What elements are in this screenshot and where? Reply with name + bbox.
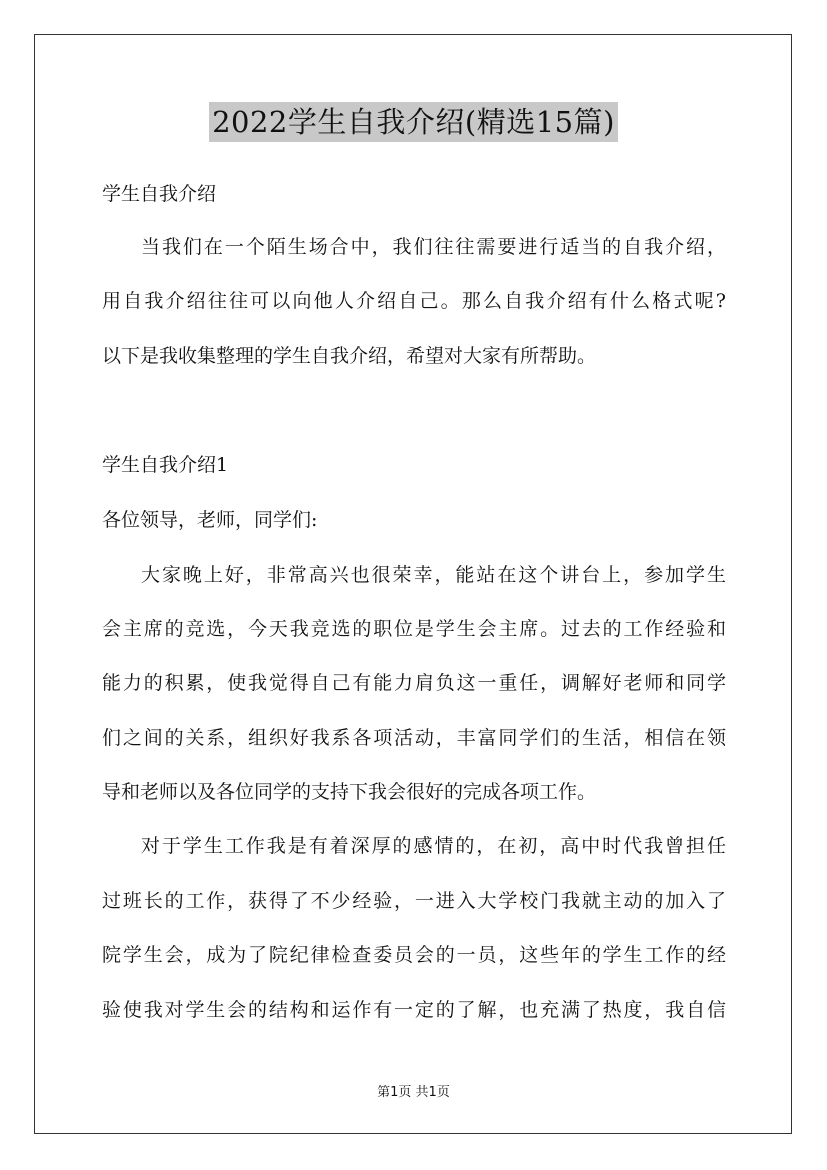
paragraph2-line-4: 验使我对学生会的结构和运作有一定的了解，也充满了热度，我自信 — [102, 999, 726, 1021]
paragraph2-line-1: 对于学生工作我是有着深厚的感情的，在初，高中时代我曾担任 — [141, 835, 726, 857]
intro-line-2: 用自我介绍往往可以向他人介绍自己。那么自我介绍有什么格式呢? — [102, 290, 726, 312]
intro-line-1: 当我们在一个陌生场合中，我们往往需要进行适当的自我介绍， — [141, 236, 726, 258]
article-heading: 学生自我介绍1 — [102, 454, 229, 476]
page-number-footer: 第1页 共1页 — [377, 1085, 450, 1100]
paragraph1-line-5: 导和老师以及各位同学的支持下我会很好的完成各项工作。 — [102, 781, 597, 803]
salutation: 各位领导，老师，同学们: — [102, 509, 318, 531]
intro-line-3: 以下是我收集整理的学生自我介绍，希望对大家有所帮助。 — [102, 345, 597, 367]
paragraph1-line-4: 们之间的关系，组织好我系各项活动，丰富同学们的生活，相信在领 — [102, 727, 726, 749]
paragraph2-line-3: 院学生会，成为了院纪律检查委员会的一员，这些年的学生工作的经 — [102, 944, 726, 966]
paragraph1-line-1: 大家晚上好，非常高兴也很荣幸，能站在这个讲台上，参加学生 — [141, 564, 726, 586]
paragraph2-line-2: 过班长的工作，获得了不少经验，一进入大学校门我就主动的加入了 — [102, 890, 726, 912]
paragraph1-line-3: 能力的积累，使我觉得自己有能力肩负这一重任，调解好老师和同学 — [102, 672, 726, 694]
paragraph1-line-2: 会主席的竞选，今天我竞选的职位是学生会主席。过去的工作经验和 — [102, 618, 726, 640]
document-title-wrap — [0, 102, 827, 142]
document-title: 2022学生自我介绍(精选15篇) — [209, 102, 618, 142]
section-heading: 学生自我介绍 — [102, 183, 217, 205]
